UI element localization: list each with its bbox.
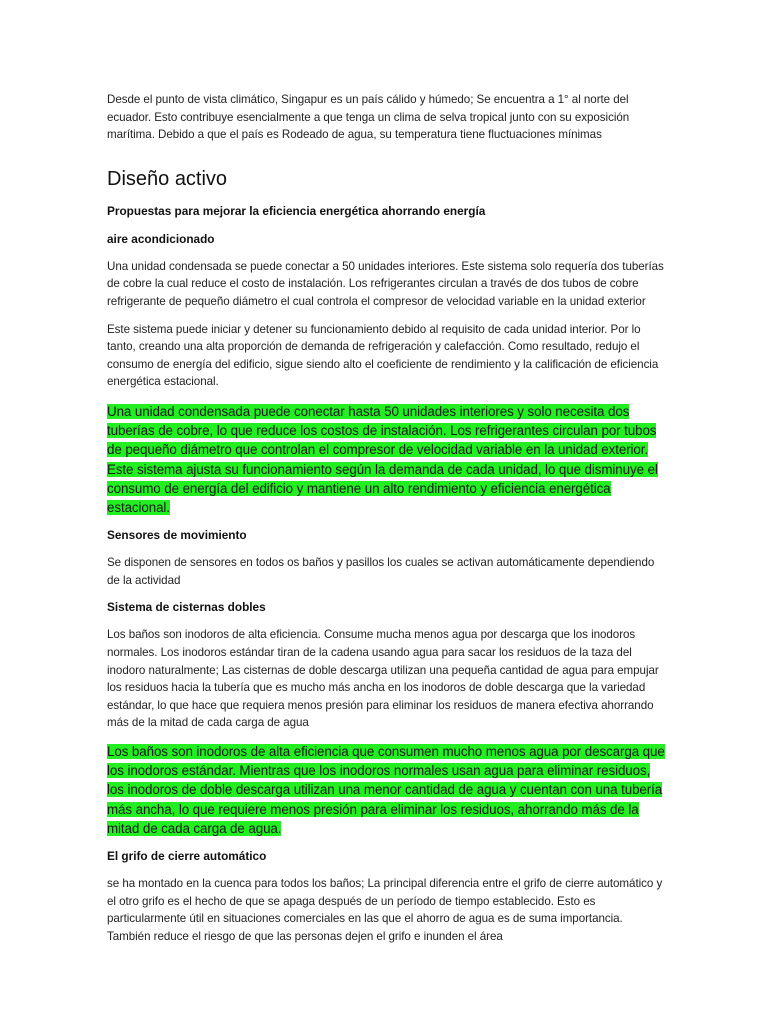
document-body [107, 91, 665, 945]
faucet-paragraph: se ha montado en la cuenca para todos los baños; La principal diferencia entre el grifo de cierre automático y el otro grifo es el hecho de que se apaga después de un período de tiempo establecido. Esto es particularmente útil en situaciones comerciales en las que el ahorro de agua es de suma importancia. También reduce el riesgo de que las personas dejen el grifo e inunden el área [107, 876, 663, 943]
ac-paragraph-2: Este sistema puede iniciar y detener su funcionamiento debido al requisito de cada unidad interior. Por lo tanto, creando una alta proporción de demanda de refrigeración y calefacción. Como resultado, redujo el consumo de energía del edificio, sigue siendo alto el coeficiente de rendimiento y la calificación de eficiencia energética estacional. [107, 322, 659, 389]
subheading-air-conditioning: aire acondicionado [107, 231, 215, 246]
ac-paragraph-1: Una unidad condensada se puede conectar a 50 unidades interiores. Este sistema solo requería dos tuberías de cobre la cual reduce el costo de instalación. Los refrigerantes circulan a través de dos tubos de cobre refrigerante de pequeño diámetro el cual controla el compresor de velocidad variable en la unidad exterior [107, 259, 664, 308]
ac-highlighted-paragraph [107, 402, 665, 517]
subheading-motion-sensors: Sensores de movimiento [107, 528, 247, 543]
sensors-paragraph: Se disponen de sensores en todos os baños y pasillos los cuales se activan automáticamente dependiendo de la actividad [107, 556, 655, 587]
subheading-proposals: Propuestas para mejorar la eficiencia energética ahorrando energía [107, 203, 486, 218]
cisterns-paragraph: Los baños son inodoros de alta eficiencia. Consume mucha menos agua por descarga que los inodoros normales. Los inodoros estándar tiran de la cadena usando agua para sacar los residuos de la taza del inodoro naturalmente; Las cisternas de doble descarga utilizan una pequeña cantidad de agua para empujar los residuos hacia la tubería que es mucho más ancha en los inodoros de doble descarga que la variedad estándar, lo que hace que requiera menos presión para eliminar los residuos de manera efectiva ahorrando más de la mitad de cada carga de agua [107, 628, 659, 730]
highlighted-text: Una unidad condensada puede conectar hasta 50 unidades interiores y solo necesita dos tuberías de cobre, lo que reduce los costos de instalación. Los refrigerantes circulan por tubos de pequeño diámetro que controlan el compresor de velocidad variable en la unidad exterior. Este sistema ajusta su funcionamiento según la demanda de cada unidad, lo que disminuye el consumo de energía del edificio y mantiene un alto rendimiento y eficiencia energética estacional. [107, 403, 658, 515]
subheading-auto-faucet: El grifo de cierre automático [107, 848, 267, 863]
section-heading: Diseño activo [107, 167, 228, 190]
cisterns-highlighted-paragraph [107, 742, 665, 838]
intro-paragraph: Desde el punto de vista climático, Singapur es un país cálido y húmedo; Se encuentra a 1° al norte del ecuador. Esto contribuye esencialmente a que tenga un clima de selva tropical junto con su exposición marítima. Debido a que el país es Rodeado de agua, su temperatura tiene fluctuaciones mínimas [107, 93, 630, 142]
subheading-dual-cisterns: Sistema de cisternas dobles [107, 600, 266, 615]
highlighted-text: Los baños son inodoros de alta eficiencia que consumen mucho menos agua por descarga que los inodoros estándar. Mientras que los inodoros normales usan agua para eliminar residuos, los inodoros de doble descarga utilizan una menor cantidad de agua y cuentan con una tubería más ancha, lo que requiere menos presión para eliminar los residuos, ahorrando más de la mitad de cada carga de agua. [107, 743, 665, 836]
